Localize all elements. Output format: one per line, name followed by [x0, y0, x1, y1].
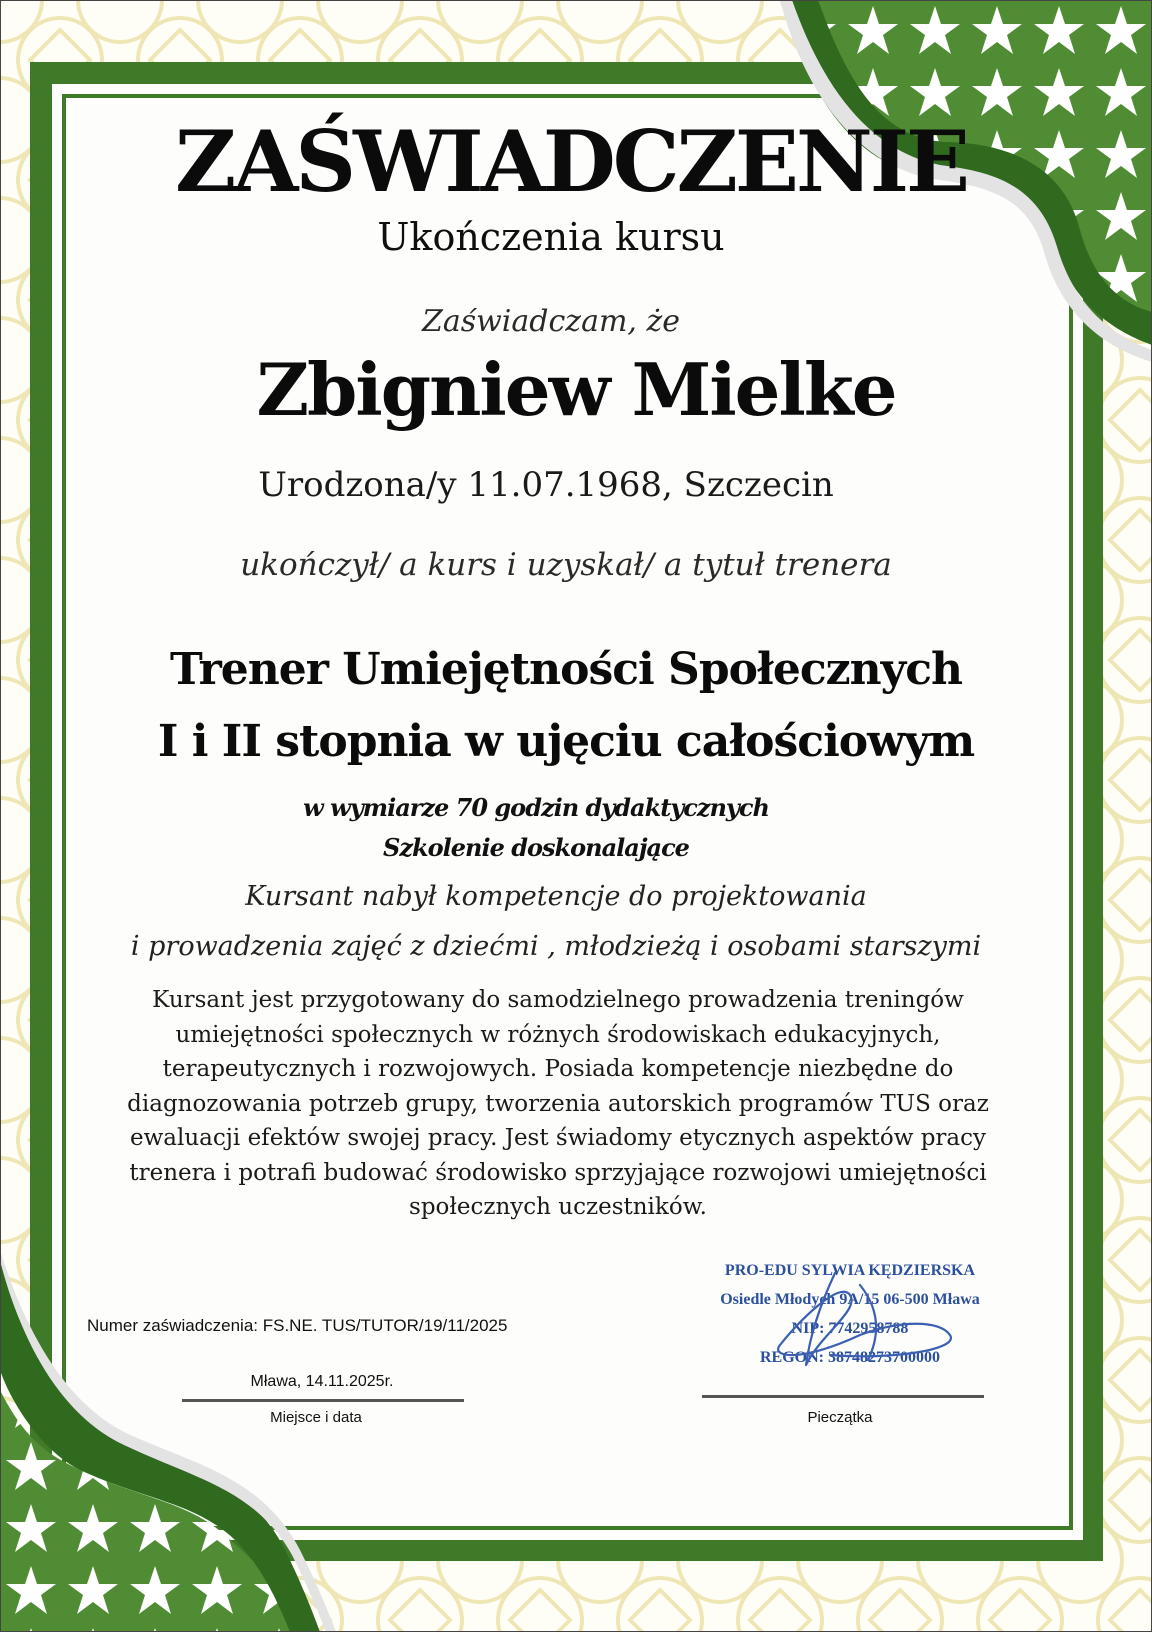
- place-date-signature-line: [182, 1399, 464, 1402]
- competence-text: [0, 872, 1132, 972]
- stamp-address: Osiedle Młodych 9A/15 06-500 Mława: [720, 1291, 980, 1308]
- course-title-line-2: I i II stopnia w ujęciu całościowym: [157, 716, 975, 767]
- handwritten-signature: [740, 1265, 970, 1375]
- training-type: Szkolenie doskonalające: [383, 833, 689, 862]
- hours-line: w wymiarze 70 godzin dydaktycznych: [303, 793, 769, 822]
- course-title: [0, 634, 1142, 778]
- place-and-date-value: Mława, 14.11.2025r.: [250, 1373, 394, 1390]
- certificate-number: Numer zaświadczenia: FS.NE. TUS/TUTOR/19/11/2025: [87, 1316, 508, 1335]
- intro-text: Zaświadczam, że: [421, 304, 681, 339]
- certificate-subtitle: Ukończenia kursu: [377, 215, 725, 259]
- recipient-name: Zbigniew Mielke: [256, 347, 896, 432]
- course-hours: [0, 788, 1112, 868]
- competence-line-1: Kursant nabył kompetencje do projektowania: [245, 881, 867, 912]
- competence-line-2: i prowadzenia zajęć z dziećmi , młodzieżą i osobami starszymi: [130, 931, 982, 962]
- stamp-label: Pieczątka: [807, 1409, 873, 1426]
- place-date-label: Miejsce i data: [270, 1409, 362, 1426]
- stamp-signature-line: [702, 1395, 984, 1398]
- certificate-title: ZAŚWIADCZENIE: [174, 112, 968, 211]
- birth-info: Urodzona/y 11.07.1968, Szczecin: [258, 465, 834, 505]
- course-title-line-1: Trener Umiejętności Społecznych: [170, 644, 962, 695]
- course-description: Kursant jest przygotowany do samodzielnego prowadzenia treningów umiejętności społecznych w różnych środowiskach edukacyjnych, terapeutycznych i rozwojowych. Posiada kompetencje niezbędne do diagnozowania potrzeb grupy, tworzenia autorskich programów TUS oraz ewaluacji efektów swojej pracy. Jest świadomy etycznych aspektów pracy trenera i potrafi budować środowisko sprzyjające rozwojowi umiejętności społecznych uczestników.: [127, 987, 989, 1220]
- completion-text: ukończył/ a kurs i uzyskał/ a tytuł trenera: [240, 547, 892, 583]
- stamp-regon: REGON: 38748273700000: [760, 1349, 940, 1366]
- stamp-nip: NIP: 7742958788: [791, 1320, 909, 1337]
- stamp-company-name: PRO-EDU SYLWIA KĘDZIERSKA: [724, 1262, 976, 1279]
